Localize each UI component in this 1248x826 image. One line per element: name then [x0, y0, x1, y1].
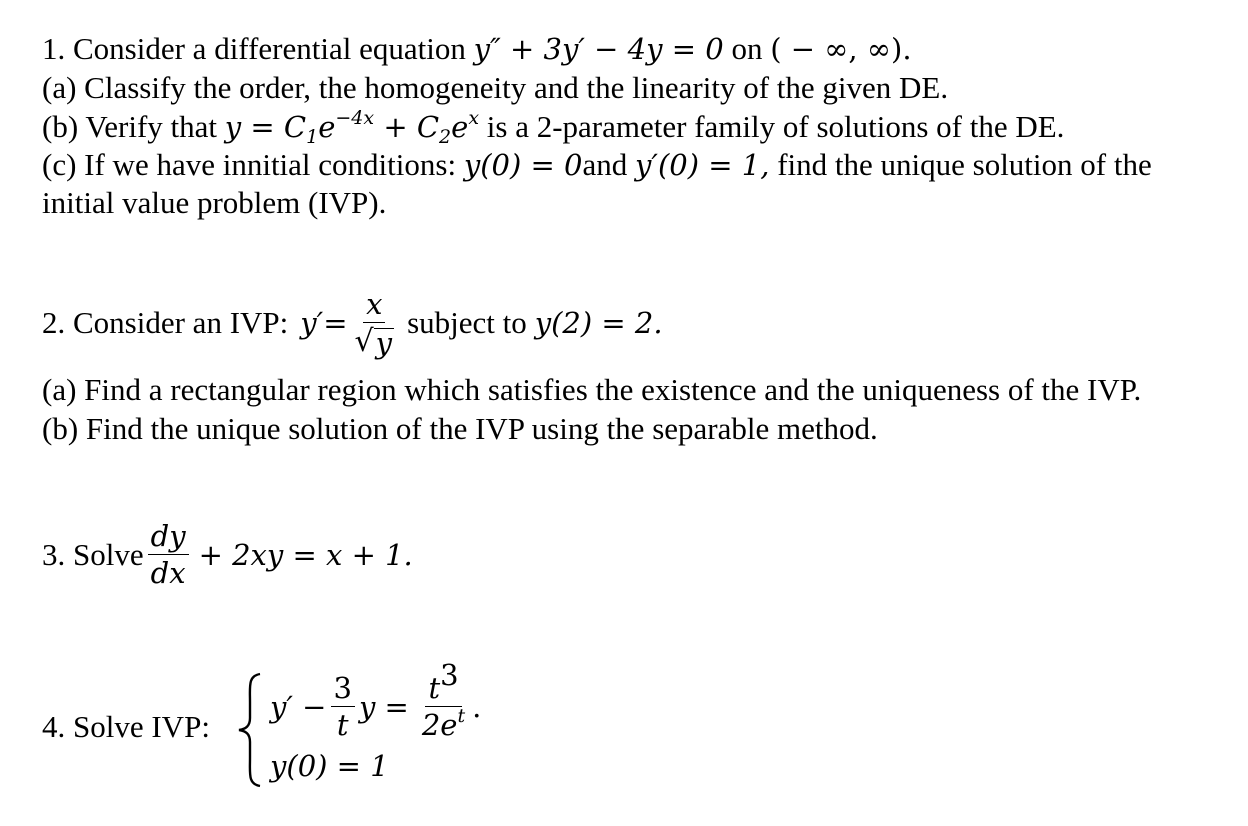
problem-4-f2-numerator — [425, 658, 461, 707]
problem-1b — [42, 108, 1064, 146]
problem-4-prefix: 4. Solve IVP: — [42, 709, 210, 744]
problem-1-interval: ( − ∞, ∞). — [770, 32, 912, 66]
problem-2-yprime: y′= — [300, 305, 348, 340]
problem-1c-prefix: (c) If we have innitial conditions: — [42, 147, 457, 182]
problem-1-equation: y″ + 3y′ − 4y = 0 — [473, 32, 724, 66]
problem-1c-suffix: find the unique solution of the — [777, 147, 1152, 182]
problem-1c-and: and — [582, 147, 628, 182]
problem-3-rest: + 2xy = x + 1. — [198, 537, 413, 572]
sqrt-symbol — [354, 324, 395, 360]
problem-3 — [42, 520, 413, 589]
problem-2b — [42, 410, 878, 448]
f2-den-base: 2e — [421, 708, 458, 742]
problem-1c-line-2 — [42, 184, 386, 222]
problem-4-row-1-a: y′ − — [270, 689, 327, 724]
problem-1-line-1 — [42, 30, 912, 68]
sqrt-radicand: y — [375, 326, 393, 360]
problem-2-condition: y(2) = 2. — [534, 305, 663, 340]
b-e2: e — [451, 110, 469, 144]
problem-4-row-2 — [270, 748, 389, 784]
problem-4-prefix-line — [42, 708, 210, 746]
problem-4-f2-denominator — [419, 707, 468, 741]
b-lhs: y = C — [224, 110, 307, 144]
b-exp1: −4x — [335, 107, 375, 129]
problem-1a — [42, 69, 948, 107]
problem-4-fraction-1 — [331, 672, 355, 741]
problem-1-on: on — [731, 31, 763, 66]
problem-1c — [42, 146, 1152, 184]
f2-den-exp: t — [457, 705, 466, 727]
problem-2-denominator — [352, 323, 398, 360]
b-exp2: x — [468, 107, 480, 129]
b-e1: e — [318, 110, 336, 144]
problem-1b-prefix: (b) Verify that — [42, 109, 218, 144]
problem-4-row-2-text: y(0) = 1 — [270, 749, 389, 783]
problem-2-line-1 — [42, 287, 663, 360]
problem-2-prefix: 2. Consider an IVP: — [42, 304, 289, 340]
problem-4-row-1-b: y = — [358, 689, 409, 724]
problem-1c-cond2: y′(0) = 1, — [635, 148, 770, 182]
problem-1b-suffix: is a 2-parameter family of solutions of the DE. — [486, 109, 1065, 144]
problem-2-fraction — [352, 287, 398, 360]
problem-2a — [42, 371, 1141, 409]
problem-3-fraction — [148, 520, 189, 589]
problem-4-row-1 — [270, 658, 482, 742]
problem-4-f1-denominator: t — [336, 708, 349, 742]
left-brace-icon — [236, 672, 264, 788]
problem-3-denominator: dx — [150, 556, 186, 590]
problem-1-text: 1. Consider a differential equation — [42, 31, 466, 66]
problem-2b-text: (b) Find the unique solution of the IVP using the separable method. — [42, 411, 878, 446]
problem-1c-line-2-text: initial value problem (IVP). — [42, 185, 387, 220]
problem-2-numerator: x — [363, 288, 385, 323]
problem-2a-text: (a) Find a rectangular region which satisfies the existence and the uniqueness of the IVP. — [42, 372, 1142, 407]
problem-4-fraction-2 — [419, 658, 468, 742]
problem-4-row-1-end: . — [472, 689, 482, 724]
c1-subscript: 1 — [306, 126, 319, 148]
problem-2-subject: subject to — [407, 304, 527, 340]
radical-icon: √ — [354, 324, 374, 359]
problem-1c-cond1: y(0) = 0 — [463, 148, 583, 182]
problem-1a-text: (a) Classify the order, the homogeneity and the linearity of the given DE. — [42, 70, 949, 105]
problem-4-f1-numerator: 3 — [331, 672, 355, 707]
problem-3-numerator: dy — [148, 520, 189, 555]
problem-1b-equation — [224, 107, 480, 148]
problem-3-prefix: 3. Solve — [42, 536, 144, 572]
b-plus: + C — [374, 110, 440, 144]
f2-num-exp: 3 — [440, 658, 459, 692]
c2-subscript: 2 — [439, 126, 452, 148]
f2-num-base: t — [428, 671, 441, 705]
